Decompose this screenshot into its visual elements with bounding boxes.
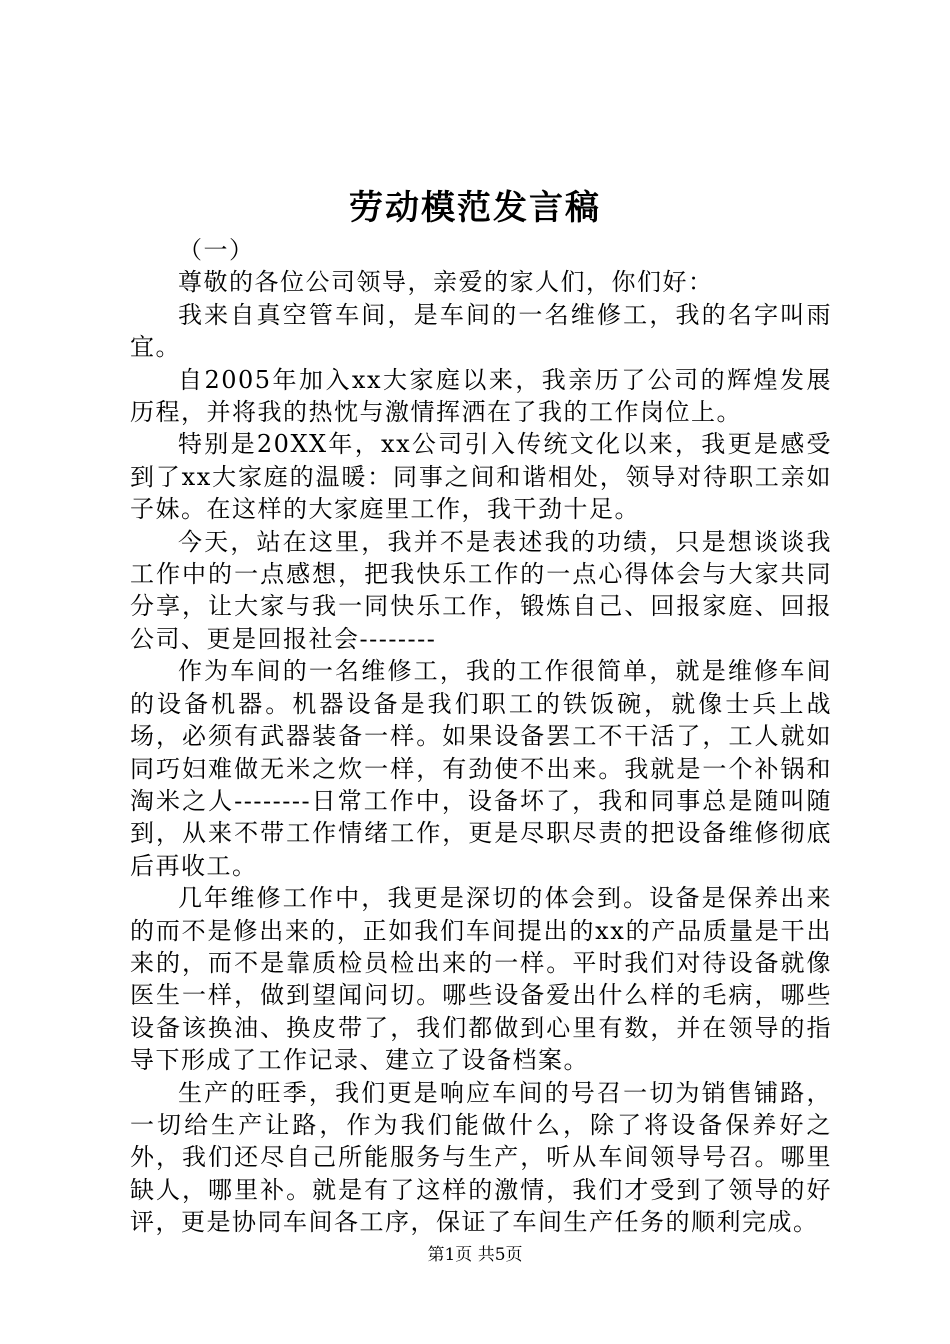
- document-title: 劳动模范发言稿: [349, 188, 601, 228]
- paragraph-peak-season: 生产的旺季，我们更是响应车间的号召一切为销售铺路，一切给生产让路，作为我们能做什么，除了将设备保养好之外，我们还尽自己所能服务与生产，听从车间领导号召。哪里缺人，哪里补。就是有了这样的激情，我们才受到了领导的好评，更是协同车间各工序，保证了车间生产任务的顺利完成。: [130, 1078, 832, 1237]
- paragraph-culture: 特别是20XX年，xx公司引入传统文化以来，我更是感受到了xx大家庭的温暖：同事之间和谐相处，领导对待职工亲如子妹。在这样的大家庭里工作，我干劲十足。: [130, 430, 832, 524]
- paragraph-maintenance: 几年维修工作中，我更是深切的体会到。设备是保养出来的而不是修出来的，正如我们车间提出的xx的产品质量是干出来的，而不是靠质检员检出来的一样。平时我们对待设备就像医生一样，做到望闻问切。哪些设备爱出什么样的毛病，哪些设备该换油、换皮带了，我们都做到心里有数，并在领导的指导下形成了工作记录、建立了设备档案。: [130, 884, 832, 1075]
- paragraph-joining: 自2005年加入xx大家庭以来，我亲历了公司的辉煌发展历程，并将我的热忱与激情挥洒在了我的工作岗位上。: [130, 365, 832, 427]
- paragraph-work: 作为车间的一名维修工，我的工作很简单，就是维修车间的设备机器。机器设备是我们职工的铁饭碗，就像士兵上战场，必须有武器装备一样。如果设备罢工不干活了，工人就如同巧妇难做无米之炊一样，有劲使不出来。我就是一个补锅和淘米之人--------日常工作中，设备坏了，我和同事总是随叫随到，从来不带工作情绪工作，更是尽职尽责的把设备维修彻底后再收工。: [130, 657, 832, 880]
- document-body: [130, 234, 832, 1239]
- paragraph-introduction: 我来自真空管车间，是车间的一名维修工，我的名字叫雨宜。: [130, 300, 832, 362]
- paragraph-greeting: 尊敬的各位公司领导，亲爱的家人们，你们好：: [178, 268, 714, 297]
- paragraph-section-marker: （一）: [178, 236, 255, 264]
- page-footer: 第1页 共5页: [427, 1245, 523, 1265]
- paragraph-today: 今天，站在这里，我并不是表述我的功绩，只是想谈谈我工作中的一点感想，把我快乐工作的一点心得体会与大家共同分享，让大家与我一同快乐工作，锻炼自己、回报家庭、回报公司、更是回报社会--------: [130, 527, 832, 653]
